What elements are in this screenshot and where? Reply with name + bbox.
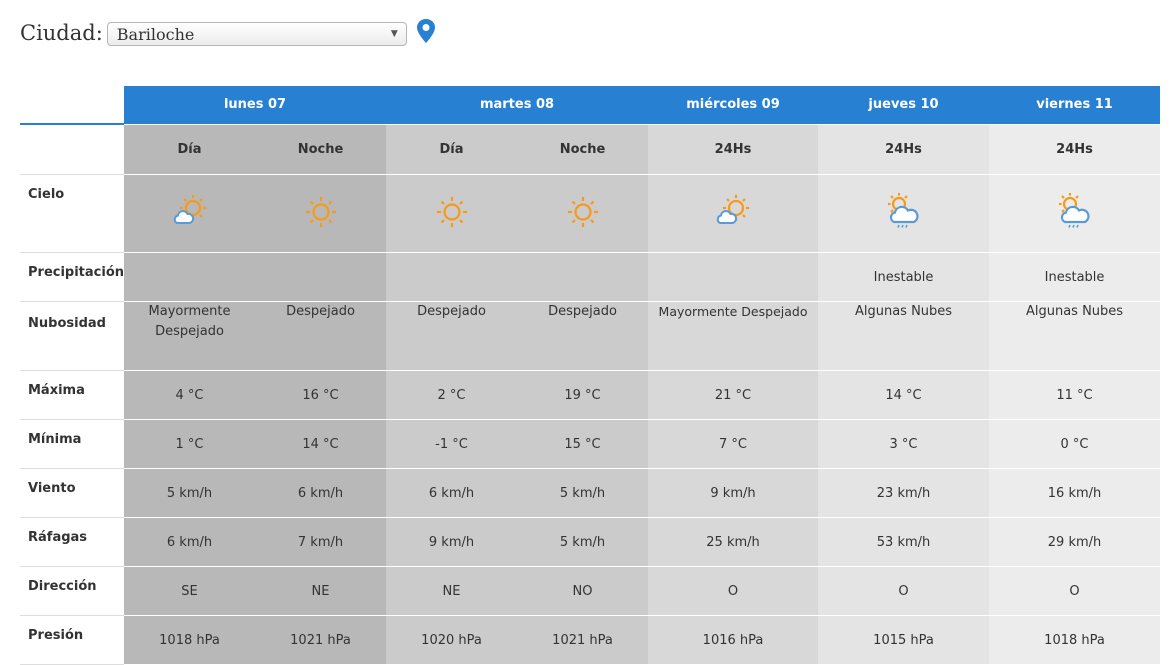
data-cell: 1020 hPa — [386, 616, 517, 665]
chevron-down-icon: ▼ — [390, 29, 398, 39]
data-cell — [648, 253, 818, 302]
data-cell: 16 °C — [255, 371, 386, 420]
sun-rain-cloud-icon — [1053, 190, 1097, 234]
data-cell: 15 °C — [517, 420, 648, 469]
day-header-row — [20, 86, 1160, 124]
data-cell: 14 °C — [818, 371, 989, 420]
period-cell: 24Hs — [989, 124, 1160, 175]
location-pin-icon[interactable] — [416, 18, 436, 44]
data-cell — [124, 253, 255, 302]
day-header: martes 08 — [386, 86, 648, 124]
presion-row — [20, 616, 1160, 665]
forecast-table — [20, 86, 1160, 665]
data-cell: 29 km/h — [989, 518, 1160, 567]
data-cell: 0 °C — [989, 420, 1160, 469]
sun-icon — [561, 190, 605, 234]
data-cell: 4 °C — [124, 371, 255, 420]
data-cell: 14 °C — [255, 420, 386, 469]
data-cell — [386, 253, 517, 302]
data-cell: NE — [386, 567, 517, 616]
data-cell: 5 km/h — [517, 469, 648, 518]
data-cell: Mayormente Despejado — [648, 302, 818, 371]
city-label: Ciudad: — [20, 21, 103, 45]
row-label: Nubosidad — [20, 302, 124, 371]
row-label: Viento — [20, 469, 124, 518]
row-label: Dirección — [20, 567, 124, 616]
minima-row — [20, 420, 1160, 469]
nubosidad-row — [20, 302, 1160, 371]
day-header: viernes 11 — [989, 86, 1160, 124]
precipitacion-row — [20, 253, 1160, 302]
data-cell — [517, 253, 648, 302]
data-cell: Algunas Nubes — [818, 302, 989, 371]
data-cell: 5 km/h — [124, 469, 255, 518]
data-cell: 7 °C — [648, 420, 818, 469]
data-cell: 53 km/h — [818, 518, 989, 567]
data-cell: Despejado — [517, 302, 648, 371]
data-cell: 5 km/h — [517, 518, 648, 567]
data-cell: 21 °C — [648, 371, 818, 420]
day-header: jueves 10 — [818, 86, 989, 124]
period-cell: Día — [386, 124, 517, 175]
city-select[interactable] — [107, 22, 407, 46]
data-cell: 16 km/h — [989, 469, 1160, 518]
data-cell: 11 °C — [989, 371, 1160, 420]
city-selector-bar — [20, 18, 407, 48]
data-cell: Inestable — [989, 253, 1160, 302]
data-cell: Mayormente Despejado — [124, 302, 255, 371]
sun-icon — [430, 190, 474, 234]
data-cell: 1018 hPa — [989, 616, 1160, 665]
data-cell: 7 km/h — [255, 518, 386, 567]
direccion-row — [20, 567, 1160, 616]
sun-rain-cloud-icon — [882, 190, 926, 234]
data-cell: 6 km/h — [386, 469, 517, 518]
viento-row — [20, 469, 1160, 518]
data-cell: O — [818, 567, 989, 616]
data-cell: Algunas Nubes — [989, 302, 1160, 371]
period-cell: 24Hs — [648, 124, 818, 175]
data-cell: 19 °C — [517, 371, 648, 420]
data-cell: Despejado — [255, 302, 386, 371]
data-cell: O — [648, 567, 818, 616]
sun-icon — [299, 190, 343, 234]
data-cell: 9 km/h — [648, 469, 818, 518]
period-cell: Noche — [255, 124, 386, 175]
data-cell: SE — [124, 567, 255, 616]
data-cell: NO — [517, 567, 648, 616]
data-cell: 3 °C — [818, 420, 989, 469]
period-cell: 24Hs — [818, 124, 989, 175]
period-cell: Día — [124, 124, 255, 175]
period-cell: Noche — [517, 124, 648, 175]
data-cell: -1 °C — [386, 420, 517, 469]
row-label: Presión — [20, 616, 124, 665]
data-cell: 1021 hPa — [517, 616, 648, 665]
data-cell: O — [989, 567, 1160, 616]
data-cell: Inestable — [818, 253, 989, 302]
data-cell: 9 km/h — [386, 518, 517, 567]
period-row — [20, 124, 1160, 175]
cielo-row — [20, 175, 1160, 253]
header-corner — [20, 86, 124, 124]
data-cell: 1016 hPa — [648, 616, 818, 665]
period-row-label — [20, 124, 124, 175]
data-cell: 25 km/h — [648, 518, 818, 567]
data-cell: 1021 hPa — [255, 616, 386, 665]
sun-cloud-icon — [168, 190, 212, 234]
data-cell — [255, 253, 386, 302]
data-cell: 1018 hPa — [124, 616, 255, 665]
day-header: miércoles 09 — [648, 86, 818, 124]
data-cell: 6 km/h — [124, 518, 255, 567]
day-header: lunes 07 — [124, 86, 386, 124]
row-label: Ráfagas — [20, 518, 124, 567]
data-cell: 2 °C — [386, 371, 517, 420]
data-cell: NE — [255, 567, 386, 616]
data-cell: 1015 hPa — [818, 616, 989, 665]
row-label: Máxima — [20, 371, 124, 420]
data-cell: 6 km/h — [255, 469, 386, 518]
row-label: Precipitación — [20, 253, 124, 302]
maxima-row — [20, 371, 1160, 420]
data-cell: 1 °C — [124, 420, 255, 469]
data-cell: Despejado — [386, 302, 517, 371]
row-label: Cielo — [20, 175, 124, 253]
row-label: Mínima — [20, 420, 124, 469]
rafagas-row — [20, 518, 1160, 567]
sun-cloud-icon — [711, 190, 755, 234]
city-select-value: Bariloche — [116, 24, 195, 44]
data-cell: 23 km/h — [818, 469, 989, 518]
